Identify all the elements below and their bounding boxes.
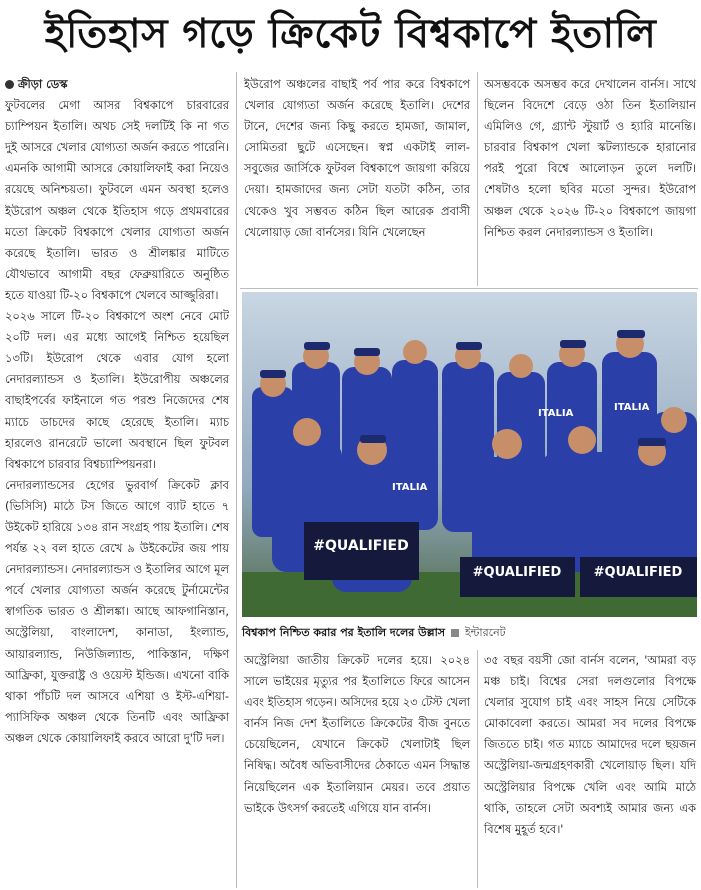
column-divider: [477, 650, 478, 888]
article-column-middle-top: [244, 74, 470, 284]
paragraph: ৩৫ বছর বয়সী জো বার্নস বলেন, 'আমরা বড় মঞ্চ চাই। বিশ্বের সেরা দলগুলোর বিপক্ষে খেলার সুযোগ চাই এবং সাহস নিয়ে সেটিকে মোকাবেলা করতে। আমরা সব দলের বিপক্ষে জিততে চাই। গত ম্যাচে আমাদের দলে ছয়জন অস্ট্রেলিয়া-জন্মগ্রহণকারী খেলোয়াড় ছিল। যদি অস্ট্রেলিয়ার বিপক্ষে খেলি এবং আমি মাঠে থাকি, তাহলে সেটা অবশ্যই আমার জন্য এক বিশেষ মুহূর্ত হবে।': [484, 653, 696, 836]
photo-top-rule: [240, 288, 698, 289]
qualified-sign-middle: #QUALIFIED: [472, 565, 562, 580]
desk-label: ক্রীড়া ডেস্ক: [18, 77, 68, 91]
bullet-icon: [5, 80, 14, 89]
qualified-sign-left: #QUALIFIED: [313, 538, 409, 554]
team-celebration-photo: [242, 292, 697, 617]
paragraph: অস্ট্রেলিয়া জাতীয় ক্রিকেট দলের হয়ে। ২০২৪ সালে ভাইয়ের মৃত্যুর পর ইতালিতে ফিরে আসেন এবং ইতিহাস গড়েন। অসিদের হয়ে ২৩ টেস্ট খেলা বার্নস নিজ দেশ ইতালিতে ক্রিকেটের বীজ বুনতে চেয়েছিলেন, যেখানে ক্রিকেট খেলাটাই ছিল নিষিদ্ধ। অবৈধ অভিবাসীদের ঠেকাতে এমন সিদ্ধান্ত নিয়েছিলেন এক ইতালিয়ান মেয়র। তবে প্রয়াত ভাইকে উৎসর্গ করতেই এগিয়ে যান বার্নস।: [244, 653, 470, 815]
photo-caption: [242, 622, 697, 644]
column-divider: [477, 72, 478, 286]
jersey-label: ITALIA: [614, 402, 650, 413]
article-column-right-bottom: [484, 650, 696, 888]
headline: ইতিহাস গড়ে ক্রিকেট বিশ্বকাপে ইতালি: [44, 11, 657, 57]
jersey-label: ITALIA: [538, 408, 574, 419]
paragraph: ফুটবলের মেগা আসর বিশ্বকাপে চারবারের চ্যাম্পিয়ন ইতালি। অথচ সেই দলটিই কি না গত দুই আসরে খেলার যোগ্যতা অর্জন করতে পারেনি। এমনকি আগামী আসরে কোয়ালিফাই করা নিয়েও রয়েছে অনিশ্চয়তা। ফুটবলে এমন অবস্থা হলেও ইউরোপ অঞ্চল থেকে ইতিহাস গড়ে প্রথমবারের মতো ক্রিকেট বিশ্বকাপে খেলার যোগ্যতা অর্জন করেছে ইতালি। ভারত ও শ্রীলঙ্কার মাটিতে যৌথভাবে আগামী বছর ফেব্রুয়ারিতে অনুষ্ঠিত হতে যাওয়া টি-২০ বিশ্বকাপে খেলবে আজ্জুরিরা।: [5, 98, 229, 302]
desk-byline: [5, 74, 229, 95]
column-divider: [236, 72, 237, 888]
article-column-right-top: [484, 74, 696, 284]
paragraph: অসম্ভবকে অসম্ভব করে দেখালেন বার্নস। সাথে ছিলেন বিদেশে বেড়ে ওঠা তিন ইতালিয়ান এমিলিও গে, গ্র্যান্ট স্টুয়ার্ট ও হ্যারি মানেন্তি। চারবার বিশ্বকাপ খেলা স্কটল্যান্ডকে হারানোর পরই পুরো বিশ্বে আলোড়ন তুলে দলটি। শেষটাও হলো ছবির মতো সুন্দর। ইউরোপ অঞ্চল থেকে ২০২৬ টি-২০ বিশ্বকাপে জায়গা নিশ্চিত করল নেদারল্যান্ডস ও ইতালি।: [484, 77, 696, 239]
square-icon: [451, 629, 459, 637]
paragraph: ইউরোপ অঞ্চলের বাছাই পর্ব পার করে বিশ্বকাপে খেলার যোগ্যতা অর্জন করেছে ইতালি। দেশের টানে, দেশের জন্য কিছু করতে হামজা, জামাল, সোমিতরা ছুটে এসেছেন। স্বপ্ন একটাই লাল-সবুজের জার্সিকে ফুটবল বিশ্বকাপে জায়গা করিয়ে দেয়া। হামজাদের জন্য সেটা যতটা কঠিন, তার থেকেও খুব সম্ভবত কঠিন ছিল আরেক প্রবাসী খেলোয়াড় জো বার্নসের। যিনি খেলেছেন: [244, 77, 470, 239]
article-column-left: [5, 74, 229, 888]
paragraph: ২০২৬ সালে টি-২০ বিশ্বকাপে অংশ নেবে মোট ২০টি দল। এর মধ্যে আগেই নিশ্চিত হয়েছিল ১৩টি। ইউরোপ থেকে এবার যোগ হলো নেদারল্যান্ডস ও ইতালি। ইউরোপীয় অঞ্চলের বাছাইপর্বের ফাইনালে গত পরশু নিজেদের শেষ ম্যাচে ডাচদের কাছে হেরেছে ইতালি। ম্যাচ হারলেও রানরেটে ভালো অবস্থানে ছিল ফুটবল বিশ্বকাপে চারবার বিশ্বচ্যাম্পিয়নরা।: [5, 309, 229, 471]
photo-credit: ইন্টারনেট: [465, 626, 506, 639]
article-column-middle-bottom: [244, 650, 470, 888]
qualified-sign-right: #QUALIFIED: [593, 565, 683, 580]
paragraph: নেদারল্যান্ডসের হেগের ভুরবার্গ ক্রিকেট ক্লাব (ভিসিসি) মাঠে টস জিতে আগে ব্যাট হাতে ৭ উইকেট হারিয়ে ১৩৪ রান সংগ্রহ পায় ইতালি। শেষ পর্যন্ত ২২ বল হাতে রেখে ৯ উইকেটের জয় পায় নেদারল্যান্ডস। নেদারল্যান্ডস ও ইতালির আগে মূল পর্বে খেলার যোগ্যতা অর্জন করেছে টুর্নামেন্টের স্বাগতিক ভারত ও শ্রীলঙ্কা। আছে আফগানিস্তান, অস্ট্রেলিয়া, বাংলাদেশ, কানাডা, ইংল্যান্ড, আয়ারল্যান্ড, নিউজিল্যান্ড, পাকিস্তান, দক্ষিণ আফ্রিকা, যুক্তরাষ্ট্র ও ওয়েস্ট ইন্ডিজ। এখনো বাকি থাকা পাঁচটি দল আসবে এশিয়া ও ইস্ট-এশিয়া-প্যাসিফিক অঞ্চল থেকে তিনটি এবং আফ্রিকা অঞ্চল থেকে কোয়ালিফাই করবে আরো দু'টি দল।: [5, 477, 229, 745]
caption-text: বিশ্বকাপ নিশ্চিত করার পর ইতালি দলের উল্লাস: [242, 626, 446, 639]
jersey-label: ITALIA: [392, 482, 428, 493]
